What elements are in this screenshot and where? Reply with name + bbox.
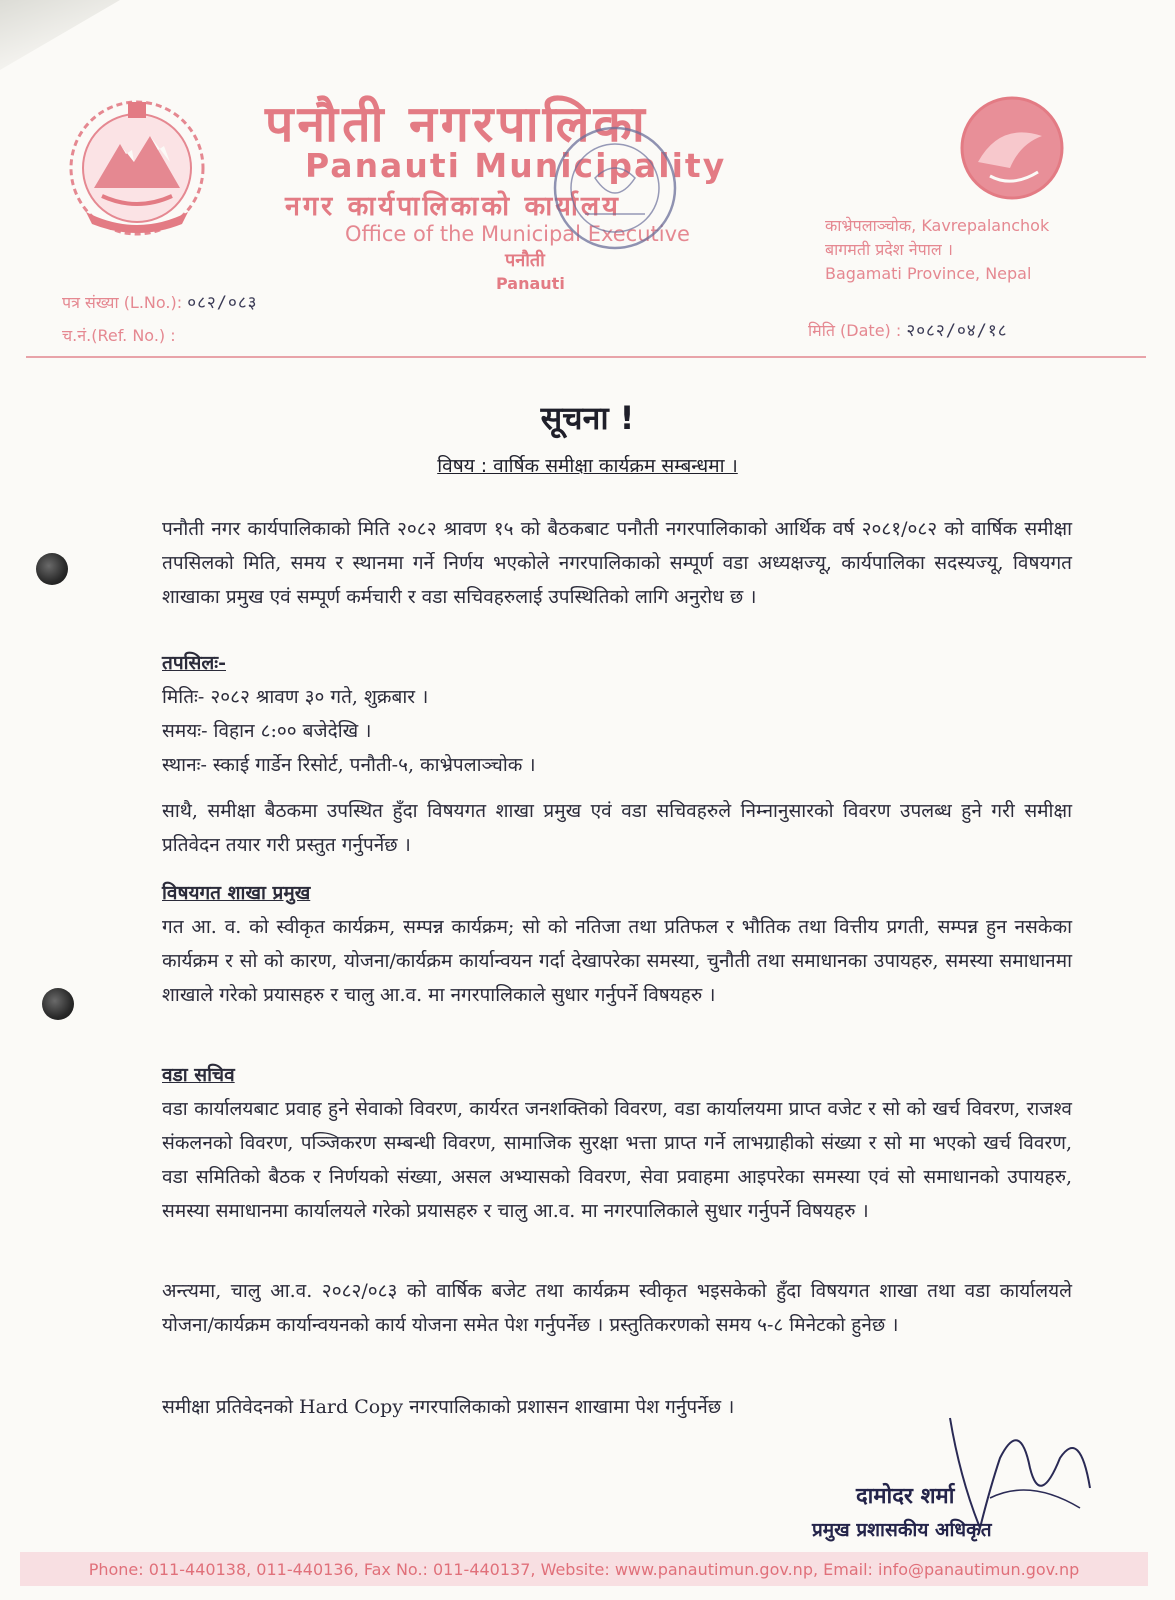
letter-number bbox=[62, 290, 258, 313]
office-name-np: नगर कार्यपालिकाको कार्यालय bbox=[285, 191, 621, 222]
municipality-name-np: पनौती नगरपालिका bbox=[265, 95, 649, 153]
ward-heading: वडा सचिव bbox=[162, 1064, 235, 1086]
signatory-name: दामोदर शर्मा bbox=[856, 1484, 955, 1509]
signatory-title: प्रमुख प्रशासकीय अधिकृत bbox=[812, 1519, 992, 1541]
notice-title: सूचना ! bbox=[540, 399, 635, 437]
notice-subject-text: विषय : वार्षिक समीक्षा कार्यक्रम सम्बन्धमा । bbox=[437, 455, 738, 477]
paragraph-report-request: साथै, समीक्षा बैठकमा उपस्थित हुँदा विषयगत शाखा प्रमुख एवं वडा सचिवहरुले निम्नानुसारको विवरण उपलब्ध हुने गरी समीक्षा प्रतिवेदन तयार गरी प्रस्तुत गर्नुपर्नेछ । bbox=[162, 800, 1072, 856]
ward-section bbox=[162, 1058, 1072, 1228]
letter-number-label: पत्र संख्या (L.No.): bbox=[62, 293, 183, 312]
schedule-heading: तपसिलः- bbox=[162, 652, 226, 674]
letter-date bbox=[808, 318, 1008, 341]
city-name-np: पनौती bbox=[505, 250, 545, 271]
branch-text: गत आ. व. को स्वीकृत कार्यक्रम, सम्पन्न कार्यक्रम; सो को नतिजा तथा प्रतिफल र भौतिक तथा वित्तीय प्रगती, सम्पन्न हुन नसकेका कार्यक्रम र सो को कारण, योजना/कार्यक्रम कार्यान्वयन गर्दा देखापरेका समस्या, चुनौती तथा समाधानका उपायहरु, समस्या समाधानमा शाखाले गरेको प्रयासहरु र चालु आ.व. मा नगरपालिकाले सुधार गर्नुपर्ने विषयहरु । bbox=[162, 916, 1072, 1006]
punch-hole-top bbox=[36, 553, 68, 585]
schedule-time: समयः- विहान ८:०० बजेदेखि । bbox=[162, 720, 372, 742]
paragraph-hard-copy: समीक्षा प्रतिवेदनको Hard Copy नगरपालिकाको प्रशासन शाखामा पेश गर्नुपर्नेछ । bbox=[162, 1396, 735, 1418]
municipality-name-en: Panauti Municipality bbox=[305, 146, 727, 185]
nepal-emblem-icon bbox=[62, 92, 212, 240]
letter-date-label: मिति (Date) : bbox=[808, 321, 902, 340]
paragraph-budget: अन्त्यमा, चालु आ.व. २०८२/०८३ को वार्षिक बजेट तथा कार्यक्रम स्वीकृत भइसकेको हुँदा विषयगत शाखा तथा वडा कार्यालयले योजना/कार्यक्रम कार्यान्वयनको कार्य योजना समेत पेश गर्नुपर्नेछ । प्रस्तुतिकरणको समय ५-८ मिनेटको हुनेछ । bbox=[162, 1280, 1072, 1336]
schedule-place: स्थानः- स्काई गार्डेन रिसोर्ट, पनौती-५, काभ्रेपलाञ्चोक । bbox=[162, 754, 536, 776]
schedule-date: मितिः- २०८२ श्रावण ३० गते, शुक्रबार । bbox=[162, 686, 429, 708]
municipality-logo-icon bbox=[950, 92, 1074, 202]
schedule-block bbox=[162, 646, 1072, 782]
reference-number-label: च.नं.(Ref. No.) : bbox=[62, 326, 176, 345]
office-name-en: Office of the Municipal Executive bbox=[345, 222, 690, 246]
branch-section bbox=[162, 876, 1072, 1012]
address-province-en: Bagamati Province, Nepal bbox=[825, 264, 1032, 283]
office-stamp-icon bbox=[545, 118, 685, 258]
city-name-en: Panauti bbox=[496, 274, 565, 293]
footer-contact-text: Phone: 011-440138, 011-440136, Fax No.: 011-440137, Website: www.panautimun.gov.np, Email: info@panautimun.gov.np bbox=[88, 1559, 1080, 1579]
footer-contact-bar bbox=[20, 1552, 1148, 1586]
notice-subject bbox=[0, 452, 1175, 478]
punch-hole-bottom bbox=[42, 988, 74, 1020]
paragraph-intro: पनौती नगर कार्यपालिकाको मिति २०८२ श्रावण १५ को बैठकबाट पनौती नगरपालिकाको आर्थिक वर्ष २०८१/०८२ को वार्षिक समीक्षा तपसिलको मिति, समय र स्थानमा गर्ने निर्णय भएकोले नगरपालिकाको सम्पूर्ण वडा अध्यक्षज्यू, कार्यपालिका सदस्यज्यू, विषयगत शाखाका प्रमुख एवं सम्पूर्ण कर्मचारी र वडा सचिवहरुलाई उपस्थितिको लागि अनुरोध छ । bbox=[162, 518, 1072, 608]
letter-number-value: ०८२/०८३ bbox=[187, 293, 258, 313]
page-corner-shadow bbox=[0, 0, 120, 70]
ward-text: वडा कार्यालयबाट प्रवाह हुने सेवाको विवरण, कार्यरत जनशक्तिको विवरण, वडा कार्यालयमा प्राप्त वजेट र सो को खर्च विवरण, राजश्व संकलनको विवरण, पञ्जिकरण सम्बन्धी विवरण, सामाजिक सुरक्षा भत्ता प्राप्त गर्ने लाभग्राहीको संख्या र सो मा भएको खर्च विवरण, वडा समितिको बैठक र निर्णयको संख्या, असल अभ्यासको विवरण, सेवा प्रवाहमा आइपरेका समस्या एवं सो समाधानको उपायहरु, समस्या समाधानमा कार्यालयले गरेको प्रयासहरु र चालु आ.व. मा नगरपालिकाले सुधार गर्नुपर्ने विषयहरु । bbox=[162, 1098, 1072, 1222]
address-district: काभ्रेपलाञ्चोक, Kavrepalanchok bbox=[825, 216, 1050, 235]
address-province-np: बागमती प्रदेश नेपाल । bbox=[825, 240, 953, 259]
letter-date-value: २०८२/०४/१८ bbox=[906, 321, 1008, 341]
branch-heading: विषयगत शाखा प्रमुख bbox=[162, 882, 311, 904]
reference-number bbox=[62, 324, 176, 346]
header-divider bbox=[26, 356, 1146, 358]
